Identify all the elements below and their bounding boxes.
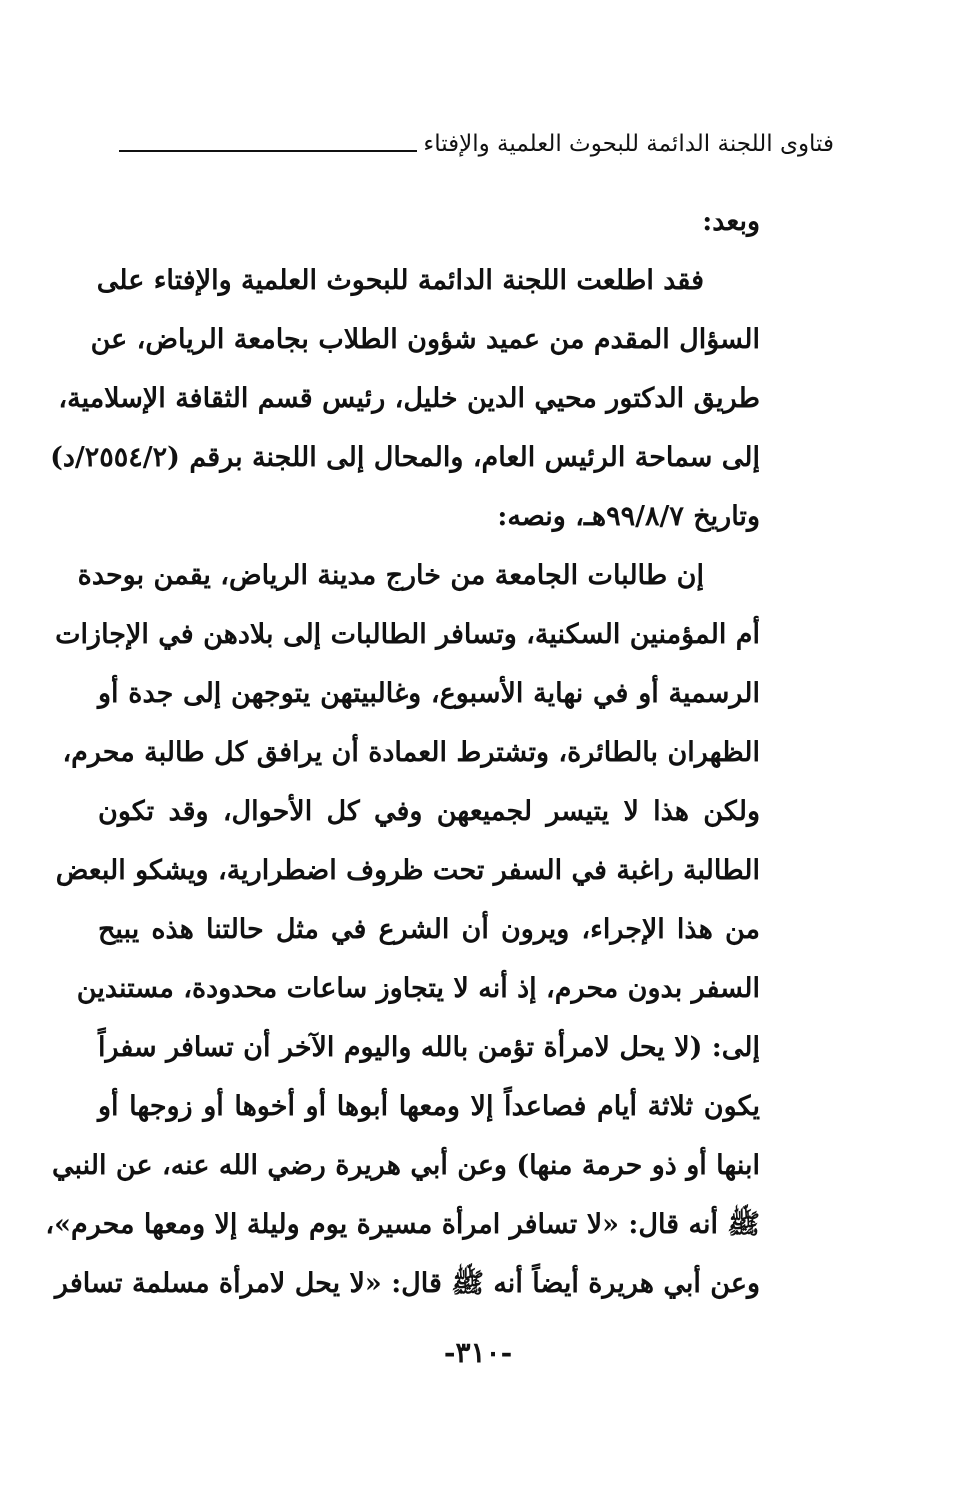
text-line: ولكن هذا لا يتيسر لجميعهن وفي كل الأحوال، وقد تكون — [98, 796, 760, 827]
running-header — [119, 126, 834, 162]
text-line: من هذا الإجراء، ويرون أن الشرع في مثل حالتنا هذه يبيح — [98, 914, 760, 945]
header-rule — [119, 150, 417, 152]
text-line: الرسمية أو في نهاية الأسبوع، وغالبيتهن يتوجهن إلى جدة أو — [98, 678, 760, 709]
text-line: إن طالبات الجامعة من خارج مدينة الرياض، يقمن بوحدة — [77, 560, 704, 591]
header-title: فتاوى اللجنة الدائمة للبحوث العلمية والإفتاء — [423, 131, 834, 157]
text-line: إلى: (لا يحل لامرأة تؤمن بالله واليوم الآخر أن تسافر سفراً — [98, 1032, 760, 1063]
text-line: يكون ثلاثة أيام فصاعداً إلا ومعها أبوها أو أخوها أو زوجها أو — [98, 1091, 760, 1122]
text-line: وتاريخ ٩٩/٨/٧هـ، ونصه: — [497, 501, 760, 532]
text-line: الطالبة راغبة في السفر تحت ظروف اضطرارية، ويشكو البعض — [55, 855, 760, 886]
text-line: وبعد: — [702, 206, 760, 237]
text-line: الظهران بالطائرة، وتشترط العمادة أن يرافق كل طالبة محرم، — [62, 737, 760, 768]
text-line: فقد اطلعت اللجنة الدائمة للبحوث العلمية والإفتاء على — [96, 265, 704, 296]
text-line: وعن أبي هريرة أيضاً أنه ﷺ قال: «لا يحل لامرأة مسلمة تسافر — [54, 1268, 760, 1299]
text-line: طريق الدكتور محيي الدين خليل، رئيس قسم الثقافة الإسلامية، — [58, 383, 760, 414]
text-line: أم المؤمنين السكنية، وتسافر الطالبات إلى بلادهن في الإجازات — [55, 619, 760, 650]
page-number: -٣١٠- — [443, 1336, 513, 1369]
text-line: إلى سماحة الرئيس العام، والمحال إلى اللجنة برقم (٢٥٥٤/٢/د) — [50, 442, 760, 473]
text-line: ﷺ أنه قال: «لا تسافر امرأة مسيرة يوم وليلة إلا ومعها محرم»، — [45, 1209, 760, 1240]
body-text — [45, 192, 760, 1313]
text-line: ابنها أو ذو حرمة منها) وعن أبي هريرة رضي الله عنه، عن النبي — [52, 1150, 760, 1181]
text-line: السفر بدون محرم، إذ أنه لا يتجاوز ساعات محدودة، مستندين — [76, 973, 760, 1004]
text-line: السؤال المقدم من عميد شؤون الطلاب بجامعة الرياض، عن — [90, 324, 760, 355]
